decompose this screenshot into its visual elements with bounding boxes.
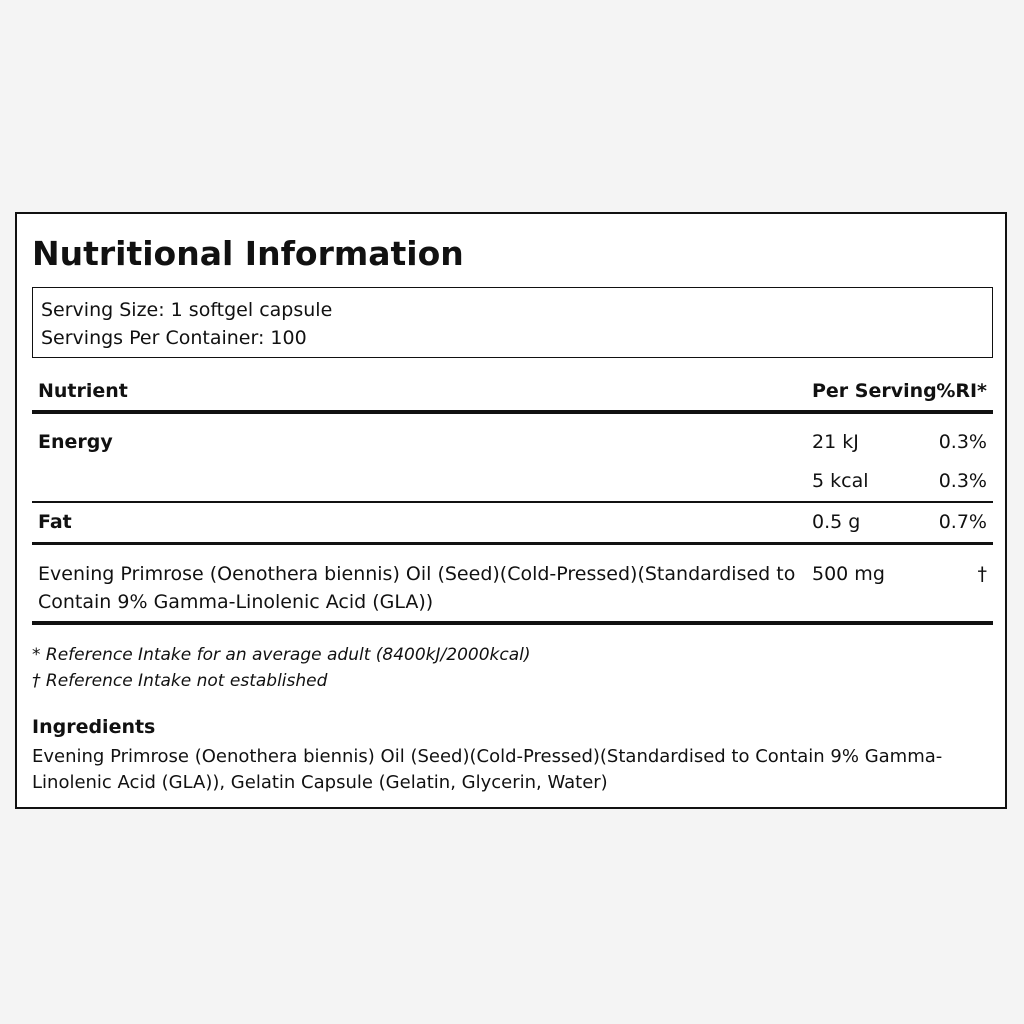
servings-per-container: Servings Per Container: 100 [41,327,307,349]
table-header-row [32,377,993,405]
table-row-fat [32,508,993,536]
nutrition-panel [15,212,1007,809]
ingredients-text: Evening Primrose (Oenothera biennis) Oil (Seed)(Cold-Pressed)(Standardised to Contain 9% Gamma-Linolenic Acid (GLA)), Gelatin Capsule (Gelatin, Glycerin, Water) [32,746,943,793]
oil-amount: 500 mg [812,563,885,585]
ri-footnote: * Reference Intake for an average adult (8400kJ/2000kcal) [32,645,531,665]
fat-amount: 0.5 g [812,511,861,533]
energy-kcal-amount: 5 kcal [812,470,869,492]
fat-label: Fat [38,511,72,533]
header-divider [32,410,993,414]
energy-kj-ri: 0.3% [938,431,987,453]
serving-info-box [32,287,993,358]
table-row-energy-kj [32,428,993,456]
serving-size: Serving Size: 1 softgel capsule [41,299,333,321]
ingredients-heading: Ingredients [32,716,156,738]
fat-divider [32,542,993,545]
energy-divider [32,501,993,503]
header-ri: %RI* [936,380,987,402]
energy-kcal-ri: 0.3% [938,470,987,492]
oil-ri: † [977,563,987,585]
header-nutrient: Nutrient [38,380,128,402]
table-row-energy-kcal [32,467,993,495]
header-per-serving: Per Serving [812,380,937,402]
panel-title: Nutritional Information [32,234,464,273]
energy-kj-amount: 21 kJ [812,431,859,453]
table-row-oil [32,560,993,616]
energy-label: Energy [38,431,113,453]
dagger-footnote: † Reference Intake not established [32,671,328,691]
table-bottom-rule [32,621,993,625]
oil-label: Evening Primrose (Oenothera biennis) Oil (Seed)(Cold-Pressed)(Standardised to Contain 9% Gamma-Linolenic Acid (GLA)) [38,563,796,613]
fat-ri: 0.7% [938,511,987,533]
